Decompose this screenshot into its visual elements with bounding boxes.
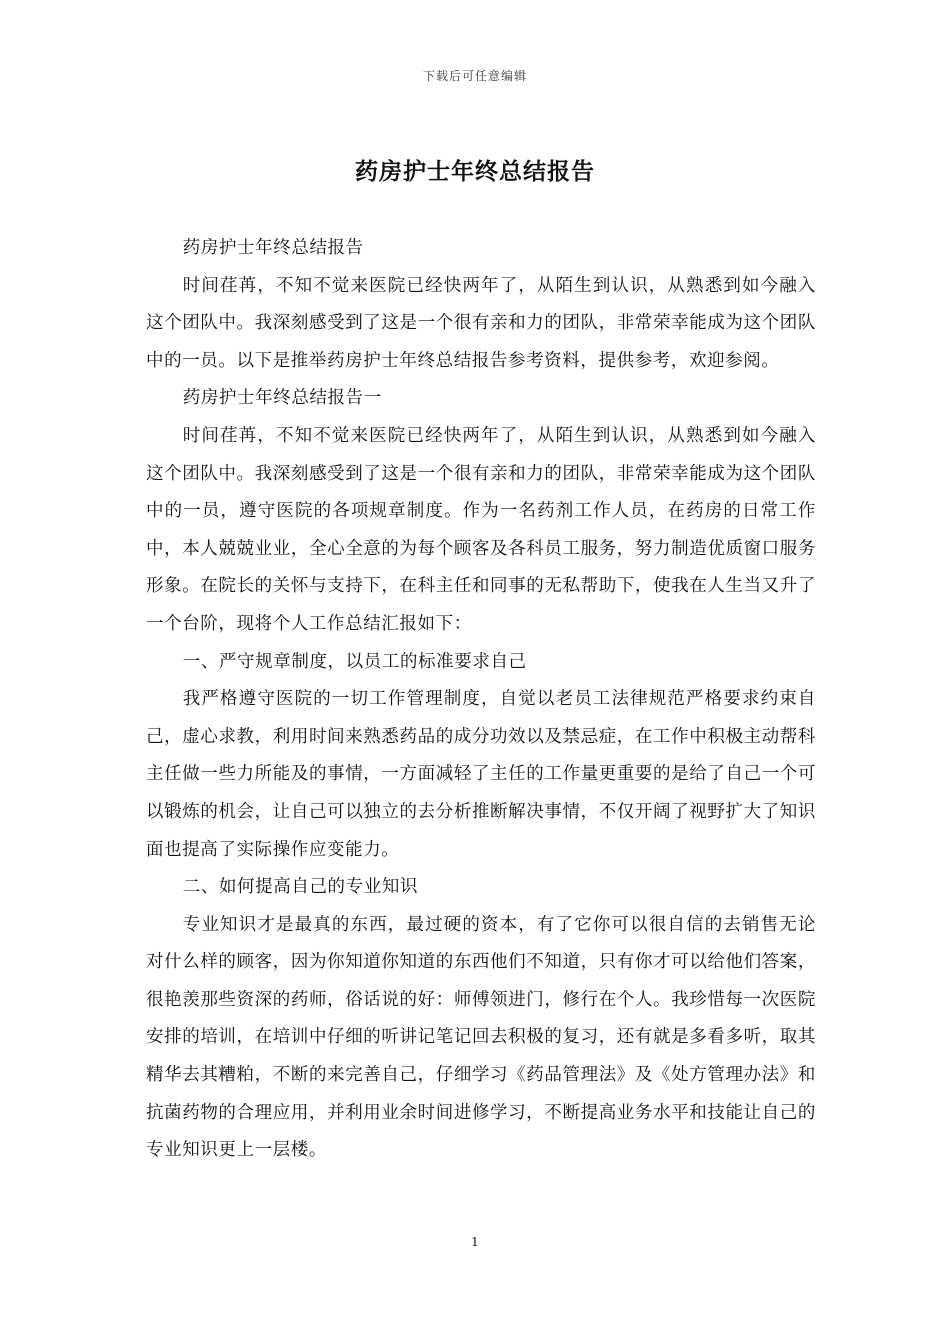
- document-title: 药房护士年终总结报告: [355, 158, 595, 185]
- paragraph-report-one-intro: 时间荏苒，不知不觉来医院已经快两年了，从陌生到认识，从熟悉到如今融入这个团队中。我深刻感受到了这是一个很有亲和力的团队，非常荣幸能成为这个团队中的一员，遵守医院的各项规章制度。作为一名药剂工作人员，在药房的日常工作中，本人兢兢业业，全心全意的为每个顾客及各科员工服务，努力制造优质窗口服务形象。在院长的关怀与支持下，在科主任和同事的无私帮助下，使我在人生当又升了一个台阶，现将个人工作总结汇报如下：: [146, 425, 816, 634]
- paragraph-rules: 我严格遵守医院的一切工作管理制度，自觉以老员工法律规范严格要求约束自己，虚心求教，利用时间来熟悉药品的成分功效以及禁忌症，在工作中积极主动帮科主任做一些力所能及的事情，一方面减轻了主任的工作量更重要的是给了自己一个可以锻炼的机会，让自己可以独立的去分析推断解决事情，不仅开阔了视野扩大了知识面也提高了实际操作应变能力。: [146, 689, 816, 860]
- header-note: 下载后可任意编辑: [422, 69, 527, 83]
- section-heading-knowledge: 二、如何提高自己的专业知识: [182, 877, 419, 898]
- document-body: [146, 230, 816, 1170]
- page-number: 1: [471, 1235, 479, 1249]
- paragraph-intro: 时间荏苒，不知不觉来医院已经快两年了，从陌生到认识，从熟悉到如今融入这个团队中。我深刻感受到了这是一个很有亲和力的团队，非常荣幸能成为这个团队中的一员。以下是推举药房护士年终总结报告参考资料，提供参考，欢迎参阅。: [146, 275, 816, 371]
- section-heading-report-one: 药房护士年终总结报告一: [182, 388, 382, 409]
- paragraph-knowledge: 专业知识才是最真的东西，最过硬的资本，有了它你可以很自信的去销售无论对什么样的顾客，因为你知道你知道的东西他们不知道，只有你才可以给他们答案，很艳羡那些资深的药师，俗话说的好：师傅领进门，修行在个人。我珍惜每一次医院安排的培训，在培训中仔细的听讲记笔记回去积极的复习，还有就是多看多听，取其精华去其糟粕，不断的来完善自己，仔细学习《药品管理法》及《处方管理办法》和抗菌药物的合理应用，并利用业余时间进修学习，不断提高业务水平和技能让自己的专业知识更上一层楼。: [146, 914, 816, 1161]
- paragraph-subtitle: 药房护士年终总结报告: [182, 238, 364, 258]
- section-heading-rules: 一、严守规章制度，以员工的标准要求自己: [182, 651, 527, 672]
